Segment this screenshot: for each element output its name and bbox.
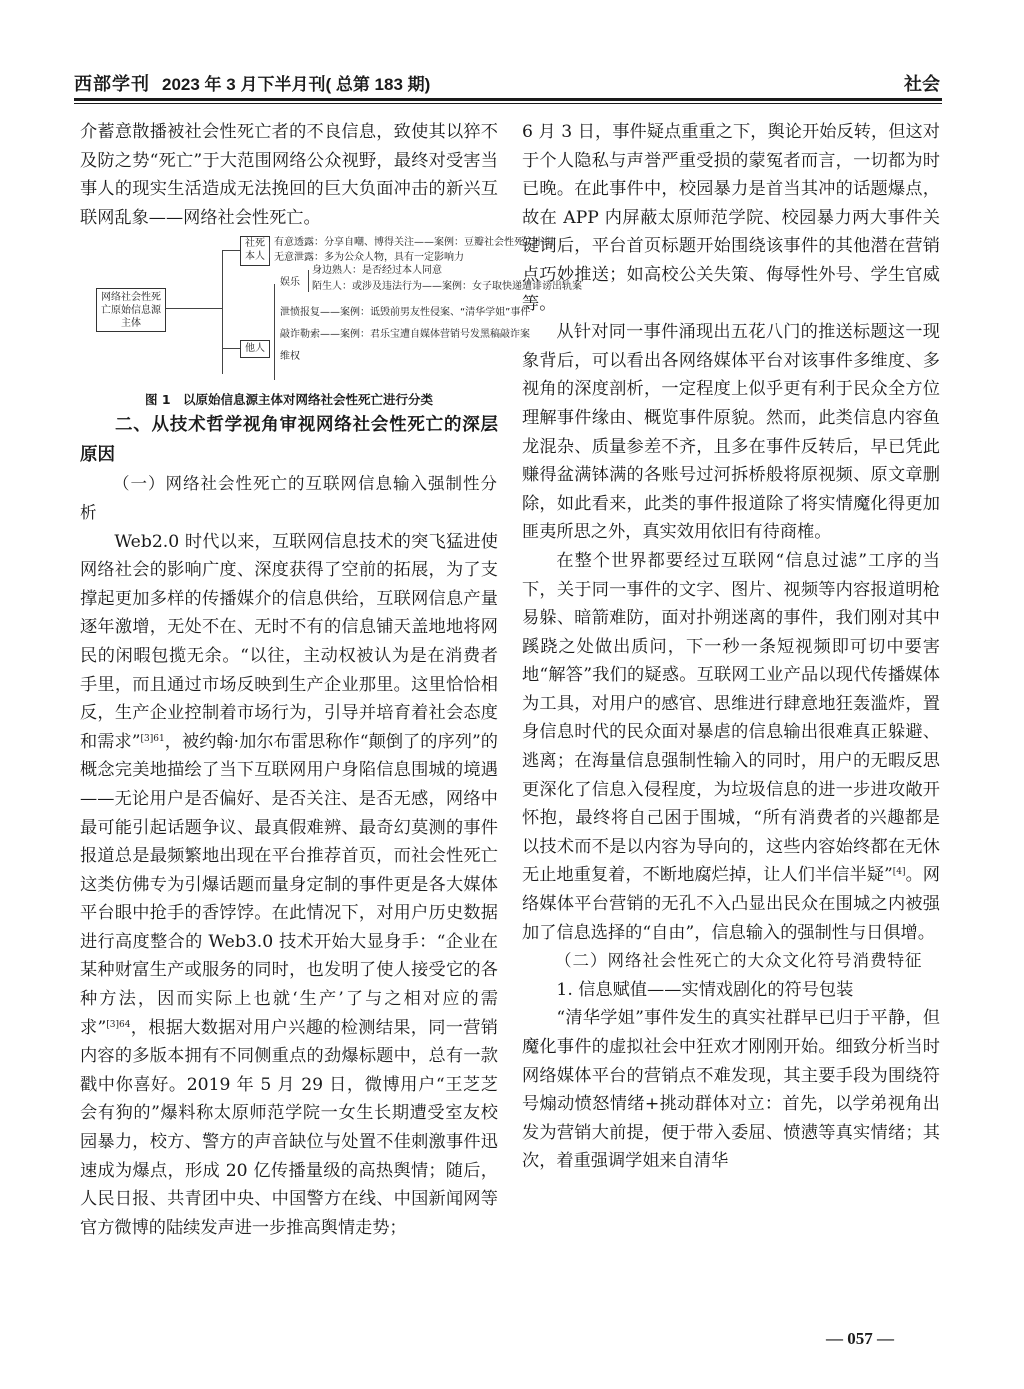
paragraph — [522, 547, 940, 947]
journal-logo: 西部学刊 — [74, 74, 150, 94]
diagram-leaf: 泄愤报复——案例：诋毁前男友性侵案、“清华学姐”事件 — [280, 307, 531, 319]
paragraph-text: ，被约翰·加尔布雷思称作“颠倒了的序列”的概念完美地描绘了当下互联网用户身陷信息围城的境遇——无论用户是否偏好、是否关注、是否无感，网络中最可能引起话题争议、最真假难辨、最奇幻莫测的事件报道总是最频繁地出现在平台推荐首页，而社会性死亡这类仿佛专为引爆话题而量身定制的事件更是各大媒体平台眼中抢手的香饽饽。在此情况下，对用户历史数据进行高度整合的 Web3.0 技术开始大显身手：“企业在某种财富生产或服务的同时，也发明了使人接受它的各种方法，因而实际上也就‘生产’了与之相对应的需求” — [80, 731, 498, 1038]
sub-subsection-heading: 1. 信息赋值——实情戏剧化的符号包装 — [556, 979, 854, 1000]
diagram-leaf: 陌生人：或涉及违法行为——案例：女子取快递遭诽谤出轨案 — [312, 281, 582, 293]
right-column — [522, 118, 940, 1176]
paragraph: 介蓄意散播被社会性死亡者的不良信息，致使其以猝不及防之势“死亡”于大范围网络公众视野，最终对受害当事人的现实生活造成无法挽回的巨大负面冲击的新兴互联网乱象——网络社会性死亡。 — [80, 122, 498, 228]
connector — [269, 242, 270, 258]
diagram-node-self: 社死本人 — [240, 236, 270, 266]
diagram-leaf: 有意透露：分享自嘲、博得关注——案例：豆瓣社会性死亡小组 — [274, 237, 554, 249]
diagram-leaf: 维权 — [280, 351, 300, 363]
connector — [274, 284, 275, 380]
running-header — [74, 66, 942, 96]
citation: [3]64 — [106, 1019, 131, 1030]
section-name: 社会 — [904, 74, 940, 94]
header-rule-thin — [74, 103, 942, 104]
paragraph-text: 。网络媒体平台营销的无孔不入凸显出民众在围城之内被强加了信息选择的“自由”，信息输入的强制性与日俱增。 — [522, 865, 940, 943]
page-number: — 057 — — [826, 1329, 894, 1348]
diagram-leaf: 无意泄露：多为公众人物，具有一定影响力 — [274, 252, 464, 264]
connector — [222, 250, 223, 374]
paragraph — [80, 528, 498, 1243]
diagram-leaf: 敲诈勒索——案例：君乐宝遭自媒体营销号发黑稿敲诈案 — [280, 329, 530, 341]
citation: [3]61 — [140, 733, 165, 744]
diagram-node-other: 他人 — [240, 340, 270, 358]
issue-info: 2023 年 3 月下半月刊( 总第 183 期) — [162, 75, 431, 94]
paragraph-text: Web2.0 时代以来，互联网信息技术的突飞猛进使网络社会的影响广度、深度获得了空前的拓展，为了支撑起更加多样的传播媒介的信息供给，互联网信息产量逐年激增，无处不在、无时不有的信息铺天盖地地将网民的闲暇包揽无余。“以往，主动权被认为是在消费者手里，而且通过市场反映到生产企业那里。这里恰恰相反，生产企业控制着市场行为，引导并培育着社会态度和需求” — [80, 531, 498, 752]
connector — [222, 348, 240, 349]
subsection-heading: （一）网络社会性死亡的互联网信息输入强制性分析 — [80, 474, 498, 522]
diagram-node-entertainment: 娱乐 — [280, 277, 300, 289]
paragraph: “清华学姐”事件发生的真实社群早已归于平静，但魔化事件的虚拟社会中狂欢才刚刚开始。细致分析当时网络媒体平台的营销点不难发现，其主要手段为围绕符号煽动愤怒情绪+挑动群体对立：首先，以学弟视角出发为营销大前提，便于带入委屈、愤懑等真实情绪；其次，着重强调学姐来自清华 — [522, 1008, 940, 1172]
left-column — [80, 118, 582, 1242]
diagram-leaf: 身边熟人：是否经过本人同意 — [312, 265, 442, 277]
paragraph: 从针对同一事件涌现出五花八门的推送标题这一现象背后，可以看出各网络媒体平台对该事件多维度、多视角的深度剖析，一定程度上似乎更有利于民众全方位理解事件缘由、概览事件原貌。然而，此类信息内容鱼龙混杂、质量参差不齐，且多在事件反转后，早已凭此赚得盆满钵满的各账号过河拆桥般将原视频、原文章删除，如此看来，此类的事件报道除了将实情魔化得更加匪夷所思之外，真实效用依旧有待商榷。 — [522, 322, 940, 543]
paragraph: 6 月 3 日，事件疑点重重之下，舆论开始反转，但这对于个人隐私与声誉严重受损的蒙冤者而言，一切都为时已晚。在此事件中，校园暴力是首当其冲的话题爆点，故在 APP 内屏蔽太原师范学院、校园暴力两大事件关键词后，平台首页标题开始围绕该事件的其他潜在营销点巧妙推送；如高校公关失策、侮辱性外号、学生官威等。 — [522, 122, 940, 314]
subsection-heading: （二）网络社会性死亡的大众文化符号消费特征 — [555, 951, 923, 971]
diagram-root-node: 网络社会性死亡原始信息源主体 — [96, 288, 166, 332]
citation: [4] — [892, 867, 906, 878]
connector — [222, 250, 240, 251]
figure-1-tree-diagram — [80, 236, 582, 384]
connector — [308, 270, 309, 292]
paragraph-text: ，根据大数据对用户兴趣的检测结果，同一营销内容的多版本拥有不同侧重点的劲爆标题中，总有一款戳中你喜好。2019 年 5 月 29 日，微博用户“王芝芝会有狗的”爆料称太原师范学院一女生长期遭受室友校园暴力，校方、警方的声音缺位与处置不佳刺激事件迅速成为爆点，形成 20 亿传播量级的高热舆情；随后，人民日报、共青团中央、中国警方在线、中国新闻网等官方微博的陆续发声进一步推高舆情走势； — [80, 1017, 498, 1238]
figure-caption: 图 1 以原始信息源主体对网络社会性死亡进行分类 — [144, 392, 434, 408]
connector — [166, 308, 222, 309]
header-rule-thick — [74, 98, 942, 101]
paragraph-text: 在整个世界都要经过互联网“信息过滤”工序的当下，关于同一事件的文字、图片、视频等内容报道明枪易躲、暗箭难防，面对扑朔迷离的事件，我们刚对其中蹊跷之处做出质问，下一秒一条短视频即可切中要害地“解答”我们的疑惑。互联网工业产品以现代传播媒体为工具，对用户的感官、思维进行肆意地狂轰滥炸，置身信息时代的民众面对暴虐的信息输出很难真正躲避、逃离；在海量信息强制性输入的同时，用户的无暇反思更深化了信息入侵程度，为垃圾信息的进一步进攻敞开怀抱，最终将自己困于围城，“所有消费者的兴趣都是以技术而不是以内容为导向的，这些内容始终都在无休无止地重复着，不断地腐烂掉，让人们半信半疑” — [522, 550, 940, 886]
section-heading: 二、从技术哲学视角审视网络社会性死亡的深层原因 — [80, 415, 498, 466]
